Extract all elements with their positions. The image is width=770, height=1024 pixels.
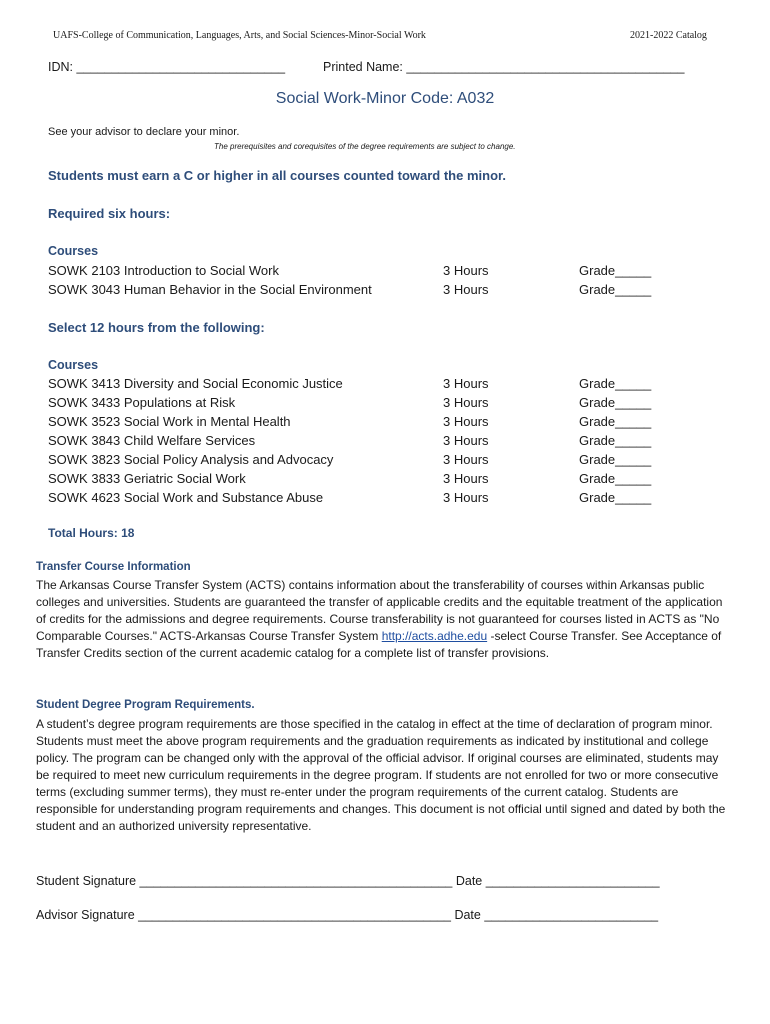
required-heading: Required six hours: bbox=[48, 206, 171, 221]
course-hours: 3 Hours bbox=[443, 490, 489, 505]
prereq-note: The prerequisites and corequisites of the degree requirements are subject to change. bbox=[214, 142, 516, 151]
grade-field[interactable]: Grade_____ bbox=[579, 395, 652, 410]
printed-name-field[interactable]: Printed Name: ________________________________________ bbox=[323, 60, 685, 74]
course-hours: 3 Hours bbox=[443, 263, 489, 278]
course-hours: 3 Hours bbox=[443, 452, 489, 467]
total-hours: Total Hours: 18 bbox=[48, 526, 135, 540]
advisor-note: See your advisor to declare your minor. bbox=[48, 126, 240, 138]
grade-field[interactable]: Grade_____ bbox=[579, 452, 652, 467]
idn-field[interactable]: IDN: ______________________________ bbox=[48, 60, 286, 74]
page-title: Social Work-Minor Code: A032 bbox=[275, 90, 495, 107]
catalog-header-right: 2021-2022 Catalog bbox=[630, 30, 707, 41]
grade-field[interactable]: Grade_____ bbox=[579, 376, 652, 391]
program-requirements-paragraph: A student’s degree program requirements are those specified in the catalog in effect at the time of declaration of program minor. Students must meet the above program requirements and the graduation requirements as indicated by institutional and college policy. The program can be changed only with the approval of the official advisor. If original courses are eliminated, students may be required to meet new curriculum requirements in the degree program. If students are not enrolled for two or more consecutive terms (excluding summer terms), they must re-enter under the program requirements of the current catalog. Students are responsible for understanding program requirements and changes. This document is not official until signed and dated by both the student and an authorized university representative. bbox=[36, 717, 726, 833]
grade-field[interactable]: Grade_____ bbox=[579, 471, 652, 486]
course-name: SOWK 3833 Geriatric Social Work bbox=[48, 471, 246, 486]
course-name: SOWK 3413 Diversity and Social Economic Justice bbox=[48, 376, 343, 391]
elective-courses-label: Courses bbox=[48, 358, 99, 372]
course-name: SOWK 3823 Social Policy Analysis and Advocacy bbox=[48, 452, 334, 467]
transfer-text-before-link: The Arkansas Course Transfer System (ACTS) contains information about the transferability of courses within Arkansas public colleges and universities. Students are guaranteed the transfer of applicable credits and the equitable treatment of the application of credits for the admissions and degree requirements. Course transferability is not guaranteed for courses listed in ACTS as "No Comparable Courses." ACTS-Arkansas Course Transfer System bbox=[36, 578, 723, 643]
transfer-paragraph bbox=[36, 577, 726, 662]
required-courses-label: Courses bbox=[48, 244, 99, 258]
transfer-text-after-link: -select Course Transfer. See Acceptance of Transfer Credits section of the current academic catalog for a complete list of transfer provisions. bbox=[36, 629, 722, 660]
grade-field[interactable]: Grade_____ bbox=[579, 263, 652, 278]
elective-heading: Select 12 hours from the following: bbox=[48, 320, 265, 335]
course-name: SOWK 3843 Child Welfare Services bbox=[48, 433, 256, 448]
student-signature-line[interactable]: Student Signature _____________________________________________ Date _________________________ bbox=[36, 874, 660, 888]
course-hours: 3 Hours bbox=[443, 433, 489, 448]
course-name: SOWK 3523 Social Work in Mental Health bbox=[48, 414, 291, 429]
acts-link[interactable]: http://acts.adhe.edu bbox=[381, 629, 488, 643]
transfer-heading: Transfer Course Information bbox=[36, 561, 191, 573]
course-hours: 3 Hours bbox=[443, 376, 489, 391]
course-hours: 3 Hours bbox=[443, 395, 489, 410]
course-hours: 3 Hours bbox=[443, 414, 489, 429]
advisor-signature-line[interactable]: Advisor Signature _____________________________________________ Date _________________________ bbox=[36, 908, 659, 922]
catalog-header-left: UAFS-College of Communication, Languages, Arts, and Social Sciences-Minor-Social Work bbox=[53, 30, 426, 41]
grade-field[interactable]: Grade_____ bbox=[579, 414, 652, 429]
course-name: SOWK 3433 Populations at Risk bbox=[48, 395, 236, 410]
grade-field[interactable]: Grade_____ bbox=[579, 282, 652, 297]
grade-field[interactable]: Grade_____ bbox=[579, 490, 652, 505]
course-hours: 3 Hours bbox=[443, 282, 489, 297]
course-name: SOWK 3043 Human Behavior in the Social Environment bbox=[48, 282, 372, 297]
program-requirements-heading: Student Degree Program Requirements. bbox=[36, 699, 255, 711]
course-name: SOWK 4623 Social Work and Substance Abuse bbox=[48, 490, 324, 505]
course-name: SOWK 2103 Introduction to Social Work bbox=[48, 263, 279, 278]
grade-requirement: Students must earn a C or higher in all courses counted toward the minor. bbox=[48, 168, 506, 183]
grade-field[interactable]: Grade_____ bbox=[579, 433, 652, 448]
course-hours: 3 Hours bbox=[443, 471, 489, 486]
